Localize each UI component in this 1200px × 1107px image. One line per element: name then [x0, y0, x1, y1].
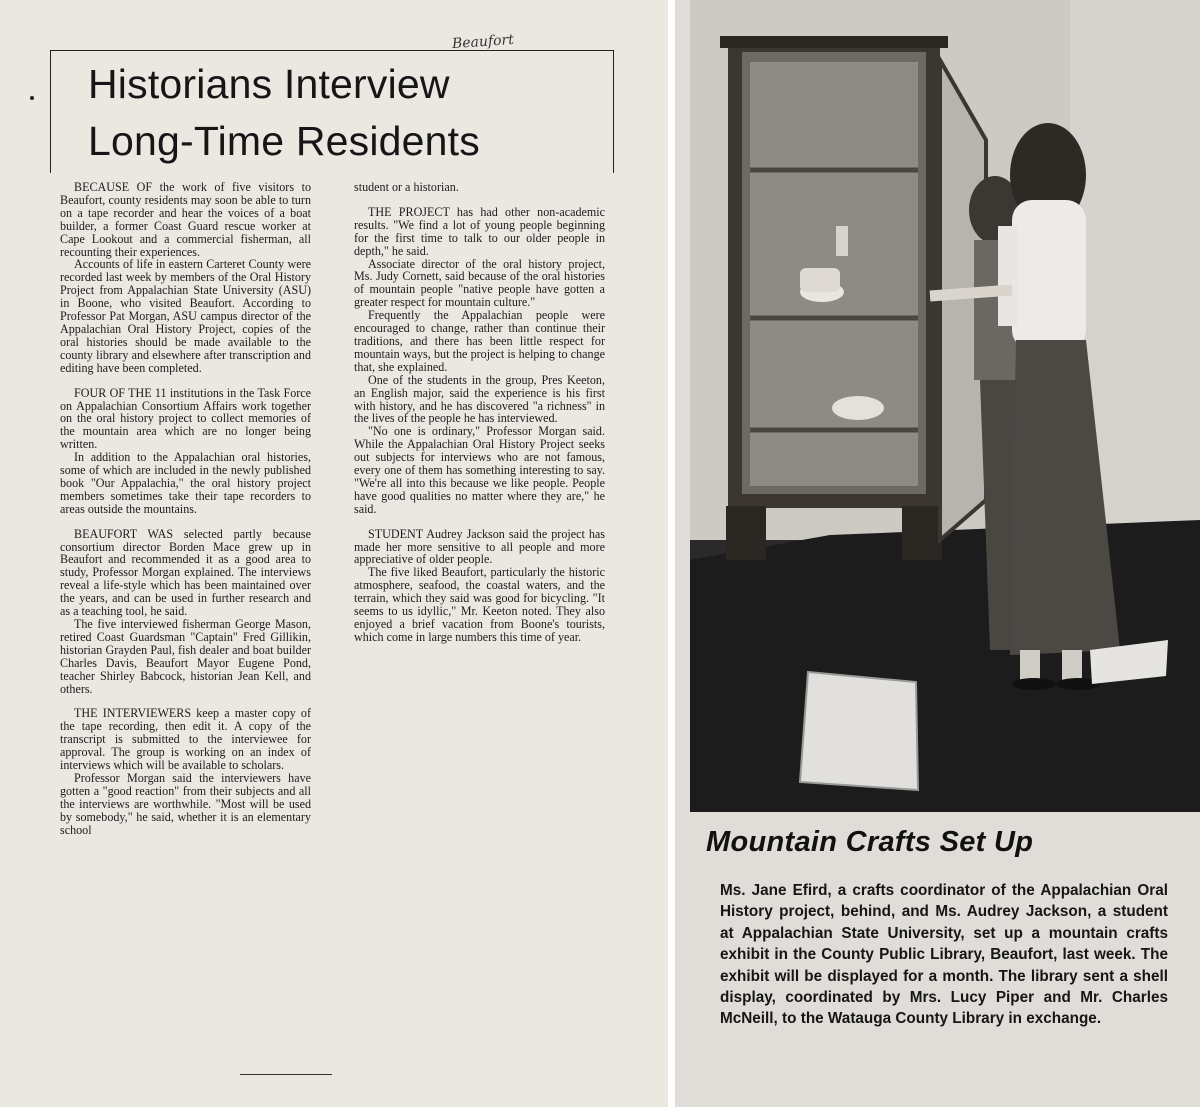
handwritten-note: Beaufort — [451, 31, 515, 53]
paragraph: Accounts of life in eastern Carteret County were recorded last week by members of the Oral History Project from Appalachian State University (ASU) in Boone, who visited Beaufort. According to Professor Pat Morgan, ASU campus director of the Appalachian Oral History Project, copies of the oral histories should be made available to the county library and elsewhere after transcription and editing have been completed. — [60, 257, 311, 375]
article-column-right — [354, 181, 605, 644]
paragraph: FOUR OF THE 11 institutions in the Task Force on Appalachian Consortium Affairs work together on the oral history project to collect memories of the mountain area which are no longer being written. — [60, 385, 311, 452]
paragraph: THE PROJECT has had other non-academic results. "We find a lot of young people beginning for the first time to talk to our older people in depth," he said. — [354, 204, 605, 258]
paragraph: BEAUFORT WAS selected partly because consortium director Borden Mace grew up in Beaufort and recommended it as a good area to study, Professor Morgan explained. The interviews reveal a life-style which has been maintained over the years, and can be used in further research and as a teaching tool, he said. — [60, 526, 311, 619]
paragraph: In addition to the Appalachian oral histories, some of which are included in the newly published book "Our Appalachia," the oral history project members sometimes take their tape recorders to areas outside the mountains. — [60, 450, 311, 516]
divider — [668, 0, 675, 1107]
paragraph: Professor Morgan said the interviewers have gotten a "good reaction" from their subjects and all the interviews are worthwhile. "Most will be used by somebody," he said, whether it is an elementary school — [60, 770, 311, 837]
paragraph: One of the students in the group, Pres Keeton, an English major, said the experience is his first with history, and he has discovered "a richness" in the lives of the people he has interviewed. — [354, 372, 605, 426]
paragraph: BECAUSE OF the work of five visitors to Beaufort, county residents may soon be able to turn on a tape recorder and hear the voices of a boat builder, a former Coast Guard rescue worker at Cape Lookout and a commercial fisherman, all recounting their experiences. — [60, 180, 311, 259]
paragraph: THE INTERVIEWERS keep a master copy of the tape recording, then edit it. A copy of the transcript is submitted to the interviewee for approval. The group is working on an index of interviews which will be available to scholars. — [60, 706, 311, 773]
paragraph: student or a historian. — [354, 180, 459, 194]
photo-illustration — [690, 0, 1200, 812]
paragraph: The five interviewed fisherman George Mason, retired Coast Guardsman "Captain" Fred Gillikin, historian Grayden Paul, fish dealer and boat builder Charles Davis, Beaufort Mayor Eugene Pond, teacher Shirley Babcock, historian Jean Kell, and others. — [60, 617, 311, 696]
margin-dot — [30, 96, 34, 100]
clipping-edge-mark — [240, 1074, 332, 1079]
paragraph: Frequently the Appalachian people were encouraged to change, rather than continue their traditions, and there has been little respect for mountain ways, but the project is helping to change that, she explained. — [354, 308, 605, 374]
news-photo — [690, 0, 1200, 812]
caption-title: Mountain Crafts Set Up — [706, 826, 1034, 858]
headline-line-1: Historians Interview — [88, 61, 450, 107]
caption-body: Ms. Jane Efird, a crafts coordinator of the Appalachian Oral History project, behind, and Ms. Audrey Jackson, a student at Appalachian State University, set up a mountain crafts exhibit in the County Public Library, Beaufort, last week. The exhibit will be displayed for a month. The library sent a shell display, coordinated by Mrs. Lucy Piper and Mr. Charles McNeill, to the Watauga County Library in exchange. — [720, 882, 1168, 1028]
headline — [88, 56, 608, 170]
paragraph: "No one is ordinary," Professor Morgan said. While the Appalachian Oral History Project seeks out subjects for interviews who are not famous, every one of them has something interesting to say. "We're all into this because we like people. People have good qualities no matter where they are," he said. — [354, 424, 605, 516]
paragraph: STUDENT Audrey Jackson said the project has made her more sensitive to all people and more appreciative of older people. — [354, 526, 605, 567]
paragraph: Associate director of the oral history project, Ms. Judy Cornett, said because of the oral histories of mountain people "native people have gotten a greater respect for mountain culture." — [354, 256, 605, 310]
article-column-left — [60, 181, 311, 837]
paragraph: The five liked Beaufort, particularly the historic atmosphere, seafood, the coastal waters, and the terrain, which they said was good for bicycling. "It seems to us idyllic," Mr. Keeton noted. They also enjoyed a brief vacation from Boone's tourists, which come in large numbers this time of year. — [354, 565, 605, 644]
headline-line-2: Long-Time Residents — [88, 118, 480, 164]
